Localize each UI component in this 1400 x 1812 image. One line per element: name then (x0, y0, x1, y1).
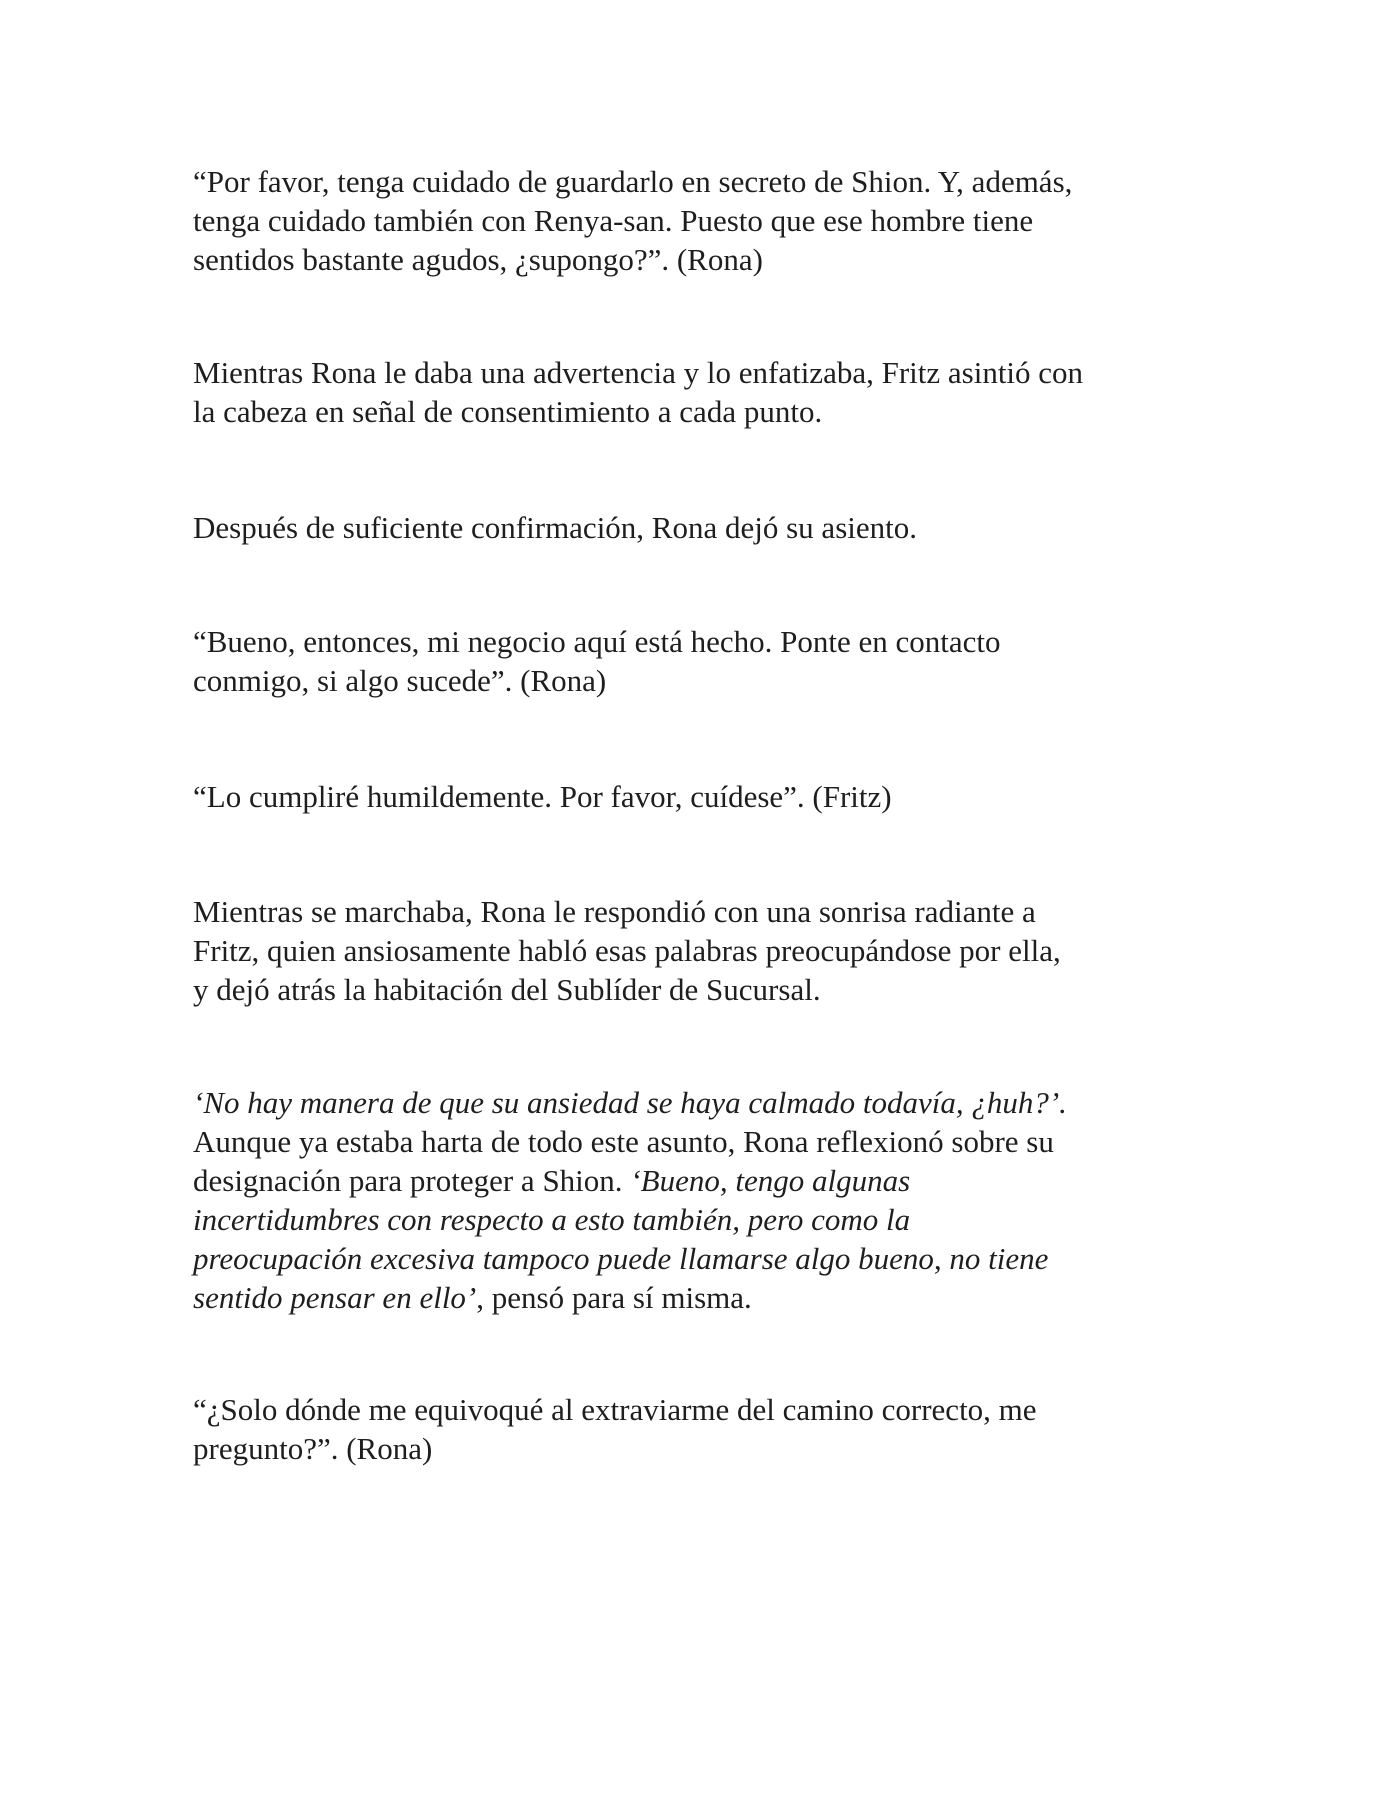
paragraph-3 (193, 508, 1233, 547)
text-run: y dejó atrás la habitación del Sublíder de Sucursal. (193, 972, 821, 1007)
text-run: “Lo cumpliré humildemente. Por favor, cuídese”. (Fritz) (193, 779, 892, 814)
text-line (193, 661, 1233, 700)
text-run: designación para proteger a Shion. (193, 1163, 631, 1198)
text-line (193, 1161, 1233, 1200)
text-line (193, 353, 1233, 392)
text-line (193, 892, 1233, 931)
paragraph-7 (193, 1083, 1233, 1317)
text-run: “¿Solo dónde me equivoqué al extraviarme del camino correcto, me (193, 1392, 1037, 1427)
text-line (193, 240, 1233, 279)
paragraph-6 (193, 892, 1233, 1009)
text-run: “Por favor, tenga cuidado de guardarlo en secreto de Shion. Y, además, (193, 164, 1073, 199)
text-line (193, 1200, 1233, 1239)
text-run: Mientras Rona le daba una advertencia y lo enfatizaba, Fritz asintió con (193, 355, 1084, 390)
italic-run: preocupación excesiva tampoco puede llamarse algo bueno, no tiene (193, 1241, 1049, 1276)
text-run: pregunto?”. (Rona) (193, 1431, 433, 1466)
text-line (193, 970, 1233, 1009)
text-run: Aunque ya estaba harta de todo este asunto, Rona reflexionó sobre su (193, 1124, 1054, 1159)
italic-run: sentido pensar en ello’ (193, 1280, 477, 1315)
italic-run: ‘Bueno, tengo algunas (630, 1163, 911, 1198)
text-line (193, 777, 1233, 816)
text-run: Después de suficiente confirmación, Rona dejó su asiento. (193, 510, 917, 545)
paragraph-8 (193, 1390, 1233, 1468)
text-line (193, 622, 1233, 661)
text-line (193, 1429, 1233, 1468)
text-line (193, 201, 1233, 240)
text-run: sentidos bastante agudos, ¿supongo?”. (Rona) (193, 242, 763, 277)
text-run: Fritz, quien ansiosamente habló esas palabras preocupándose por ella, (193, 933, 1061, 968)
text-line (193, 931, 1233, 970)
text-line (193, 508, 1233, 547)
text-run: Mientras se marchaba, Rona le respondió con una sonrisa radiante a (193, 894, 1036, 929)
text-line (193, 1083, 1233, 1122)
paragraph-5 (193, 777, 1233, 816)
text-line (193, 1122, 1233, 1161)
italic-run: ‘No hay manera de que su ansiedad se haya calmado todavía, ¿huh?’. (193, 1085, 1067, 1120)
text-line (193, 1278, 1233, 1317)
text-line (193, 162, 1233, 201)
text-run: “Bueno, entonces, mi negocio aquí está hecho. Ponte en contacto (193, 624, 1001, 659)
text-line (193, 1390, 1233, 1429)
text-run: conmigo, si algo sucede”. (Rona) (193, 663, 607, 698)
italic-run: incertidumbres con respecto a esto también, pero como la (193, 1202, 911, 1237)
paragraph-2 (193, 353, 1233, 431)
text-line (193, 1239, 1233, 1278)
text-run: , pensó para sí misma. (476, 1280, 752, 1315)
paragraph-4 (193, 622, 1233, 700)
text-run: la cabeza en señal de consentimiento a cada punto. (193, 394, 823, 429)
paragraph-1 (193, 162, 1233, 279)
text-run: tenga cuidado también con Renya-san. Puesto que ese hombre tiene (193, 203, 1034, 238)
text-line (193, 392, 1233, 431)
